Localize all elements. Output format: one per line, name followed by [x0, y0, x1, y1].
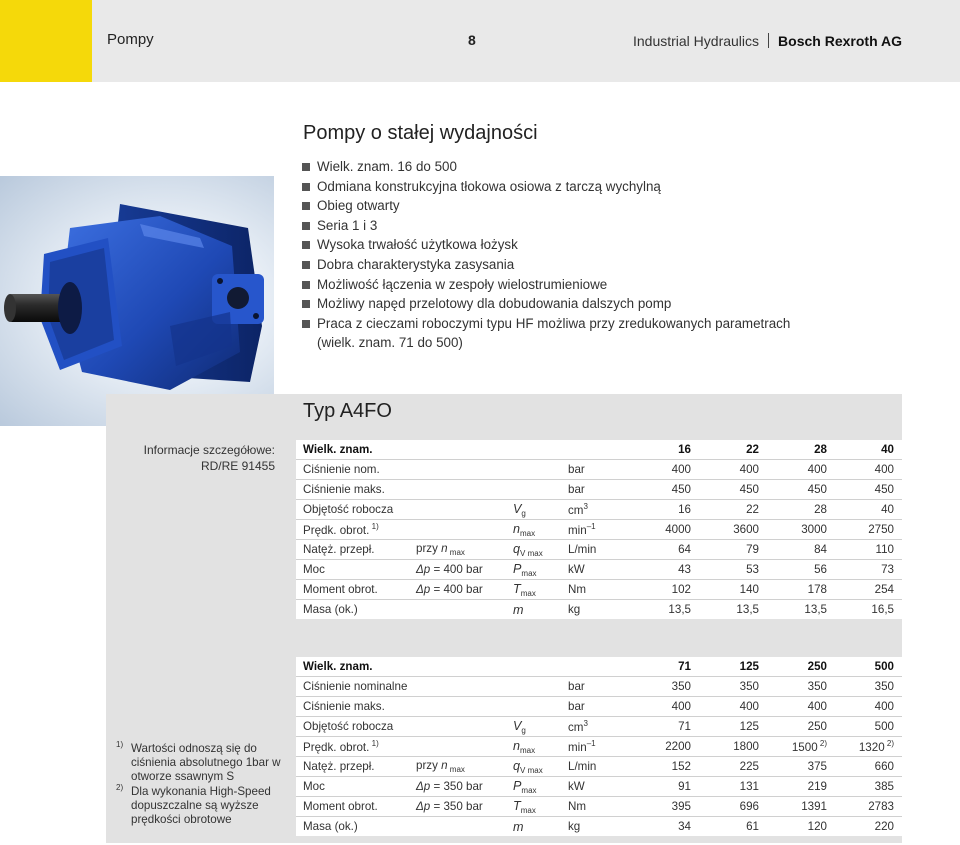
- param-cell: Moc: [296, 560, 409, 580]
- param-cell: Wielk. znam.: [303, 660, 373, 673]
- value-cell: 350: [699, 677, 767, 697]
- footnote-mark: 1): [369, 522, 379, 531]
- value-cell: 400: [835, 460, 902, 480]
- symbol-cell: [506, 480, 561, 500]
- value-cell: 152: [619, 757, 699, 777]
- publisher-name: Industrial Hydraulics: [632, 33, 760, 49]
- symbol-cell: [506, 657, 561, 677]
- info-label: Informacje szczegółowe:: [143, 443, 275, 457]
- value-cell: 64: [619, 540, 699, 560]
- unit-exponent: –1: [586, 522, 596, 531]
- bullet-square-icon: [302, 202, 310, 210]
- unit-exponent: –1: [586, 739, 596, 748]
- value-cell: 84: [767, 540, 835, 560]
- param-cell: Masa (ok.): [296, 600, 409, 620]
- symbol-cell: [506, 697, 561, 717]
- param-cell: Ciśnienie nominalne: [296, 677, 409, 697]
- symbol-cell: $q_{V max}$: [506, 540, 561, 560]
- condition-symbol: Δp: [416, 583, 434, 596]
- value-cell: 110: [835, 540, 902, 560]
- table-row: [296, 717, 902, 737]
- unit-cell: kg: [561, 600, 619, 620]
- param-cell: Prędk. obrot. $^{1)}$: [296, 737, 409, 757]
- param-cell: Natęż. przepł.: [296, 540, 409, 560]
- footnote-mark: 1): [116, 740, 124, 749]
- symbol-subscript: max: [520, 588, 536, 598]
- feature-item: [301, 314, 921, 334]
- unit-cell: bar: [561, 460, 619, 480]
- feature-text: (wielk. znam. 71 do 500): [317, 335, 463, 351]
- symbol-cell: $n_{max}$: [506, 520, 561, 540]
- symbol-cell: [506, 677, 561, 697]
- bullet-square-icon: [302, 300, 310, 308]
- unit-cell: bar: [561, 480, 619, 500]
- condition-symbol: Δp: [416, 563, 434, 576]
- value-cell: 400: [767, 460, 835, 480]
- value-cell: 13,5: [699, 600, 767, 620]
- value-cell: 1800: [699, 737, 767, 757]
- unit-cell: $cm^3$: [561, 500, 619, 520]
- bullet-square-icon: [302, 261, 310, 269]
- condition-cell: Δp = 350 bar: [409, 797, 506, 817]
- feature-item: [301, 177, 921, 197]
- bullet-square-icon: [302, 183, 310, 191]
- header-divider: [768, 33, 769, 48]
- company-name: Bosch Rexroth AG: [778, 33, 902, 49]
- value-cell: 400: [835, 697, 902, 717]
- info-reference: [120, 442, 275, 474]
- feature-text: Możliwy napęd przelotowy dla dobudowania dalszych pomp: [317, 296, 672, 312]
- condition-symbol: n: [441, 542, 448, 555]
- unit-cell: kW: [561, 777, 619, 797]
- table-row: [296, 520, 902, 540]
- symbol-subscript: max: [521, 785, 537, 795]
- value-cell: 71: [678, 660, 691, 673]
- publisher-line: [633, 33, 902, 49]
- value-cell: 450: [619, 480, 699, 500]
- symbol-subscript: g: [521, 508, 526, 518]
- condition-cell: [409, 717, 506, 737]
- value-cell: 1500 $^{2)}$: [767, 737, 835, 757]
- param-cell: Moment obrot.: [296, 580, 409, 600]
- value-cell: 1391: [767, 797, 835, 817]
- unit-cell: bar: [561, 697, 619, 717]
- value-cell: 40: [835, 500, 902, 520]
- symbol-cell: $T_{max}$: [506, 797, 561, 817]
- condition-symbol: n: [441, 759, 448, 772]
- condition-subscript: max: [447, 548, 465, 557]
- symbol-cell: $T_{max}$: [506, 580, 561, 600]
- symbol-cell: $V_g$: [506, 717, 561, 737]
- unit-cell: Nm: [561, 580, 619, 600]
- unit-cell: L/min: [561, 540, 619, 560]
- value-cell: 375: [767, 757, 835, 777]
- condition-cell: Δp = 400 bar: [409, 580, 506, 600]
- value-cell: 13,5: [619, 600, 699, 620]
- param-cell: Ciśnienie nom.: [296, 460, 409, 480]
- value-cell: 400: [699, 697, 767, 717]
- table-row: [296, 480, 902, 500]
- type-label: Typ A4FO: [303, 400, 392, 422]
- value-cell: 220: [835, 817, 902, 837]
- value-cell: 16: [678, 443, 691, 456]
- value-cell: 385: [835, 777, 902, 797]
- feature-item: [301, 235, 921, 255]
- table-row: [296, 757, 902, 777]
- value-cell: 28: [767, 500, 835, 520]
- condition-cell: przy n $_{max}$: [409, 540, 506, 560]
- unit-cell: kW: [561, 560, 619, 580]
- value-cell: 120: [767, 817, 835, 837]
- table-row: [296, 817, 902, 837]
- condition-cell: [409, 460, 506, 480]
- symbol-cell: $n_{max}$: [506, 737, 561, 757]
- spec-table-sizes-16-40: [296, 440, 902, 619]
- condition-symbol: Δp: [416, 800, 434, 813]
- param-cell: Natęż. przepł.: [296, 757, 409, 777]
- value-cell: 400: [619, 697, 699, 717]
- value-cell: 61: [699, 817, 767, 837]
- feature-text: Obieg otwarty: [317, 198, 400, 214]
- table-row: [296, 560, 902, 580]
- value-cell: 450: [767, 480, 835, 500]
- value-cell: 3600: [699, 520, 767, 540]
- footnote: [116, 782, 286, 828]
- value-cell: 350: [767, 677, 835, 697]
- param-cell: Objętość robocza: [296, 500, 409, 520]
- feature-item: [301, 196, 921, 216]
- footnotes: [116, 742, 286, 827]
- value-cell: 350: [619, 677, 699, 697]
- value-cell: 395: [619, 797, 699, 817]
- value-cell: 73: [835, 560, 902, 580]
- param-cell: Moment obrot.: [296, 797, 409, 817]
- table-row: [296, 500, 902, 520]
- value-cell: 125: [699, 717, 767, 737]
- value-cell: 34: [619, 817, 699, 837]
- value-cell: 140: [699, 580, 767, 600]
- symbol-cell: [506, 460, 561, 480]
- value-cell: 1320 $^{2)}$: [835, 737, 902, 757]
- value-cell: 102: [619, 580, 699, 600]
- value-cell: 79: [699, 540, 767, 560]
- condition-cell: [409, 440, 506, 460]
- value-cell: 250: [807, 660, 827, 673]
- spec-table-sizes-71-500: [296, 657, 902, 836]
- condition-cell: [409, 677, 506, 697]
- feature-item: [301, 157, 921, 177]
- unit-cell: $\min^{-1}$: [561, 737, 619, 757]
- page-header: [0, 0, 960, 82]
- footnote-mark: 2): [116, 782, 124, 792]
- feature-item: [301, 275, 921, 295]
- value-cell: 696: [699, 797, 767, 817]
- symbol-cell: [506, 440, 561, 460]
- symbol-cell: m: [506, 817, 561, 837]
- value-cell: 43: [619, 560, 699, 580]
- value-cell: 13,5: [767, 600, 835, 620]
- value-cell: 131: [699, 777, 767, 797]
- table-row: [296, 580, 902, 600]
- condition-cell: Δp = 350 bar: [409, 777, 506, 797]
- table-row: [296, 540, 902, 560]
- unit-cell: $cm^3$: [561, 717, 619, 737]
- symbol-subscript: g: [521, 725, 526, 735]
- pump-photo: [0, 176, 274, 426]
- bullet-square-icon: [302, 241, 310, 249]
- unit-cell: kg: [561, 817, 619, 837]
- value-cell: 3000: [767, 520, 835, 540]
- bullet-square-icon: [302, 163, 310, 171]
- param-cell: Prędk. obrot. $^{1)}$: [296, 520, 409, 540]
- footnote-mark: 2): [884, 739, 894, 748]
- type-header-band: [106, 394, 902, 438]
- symbol-subscript: max: [520, 528, 536, 538]
- condition-cell: przy n $_{max}$: [409, 757, 506, 777]
- unit-cell: Nm: [561, 797, 619, 817]
- feature-item: [301, 255, 921, 275]
- value-cell: 450: [699, 480, 767, 500]
- symbol-cell: $q_{V max}$: [506, 757, 561, 777]
- axial-piston-pump-illustration: [0, 176, 274, 426]
- yellow-accent-block: [0, 0, 92, 82]
- footnote-text: Wartości odnoszą się do ciśnienia absolutnego 1bar w otworze ssawnym S: [131, 742, 281, 784]
- value-cell: 2783: [835, 797, 902, 817]
- value-cell: 2200: [619, 737, 699, 757]
- info-ref-code: RD/RE 91455: [200, 459, 275, 473]
- value-cell: 225: [699, 757, 767, 777]
- value-cell: 219: [767, 777, 835, 797]
- condition-cell: [409, 737, 506, 757]
- feature-item: [301, 216, 921, 236]
- symbol-subscript: max: [520, 745, 536, 755]
- feature-text: Dobra charakterystyka zasysania: [317, 256, 515, 272]
- symbol-subscript: V max: [520, 548, 543, 558]
- value-cell: 16: [619, 500, 699, 520]
- feature-list: [301, 157, 921, 353]
- symbol-subscript: V max: [520, 765, 543, 775]
- footnote: [116, 742, 286, 785]
- unit-cell: [561, 440, 619, 460]
- unit-cell: [561, 657, 619, 677]
- value-cell: 22: [699, 500, 767, 520]
- value-cell: 400: [767, 697, 835, 717]
- condition-cell: Δp = 400 bar: [409, 560, 506, 580]
- table-row: [296, 460, 902, 480]
- table-header-row: [296, 657, 902, 677]
- value-cell: 400: [699, 460, 767, 480]
- section-title: Pompy: [107, 31, 154, 48]
- symbol-cell: $P_{max}$: [506, 560, 561, 580]
- param-cell: Ciśnienie maks.: [296, 480, 409, 500]
- bullet-square-icon: [302, 222, 310, 230]
- value-cell: 28: [814, 443, 827, 456]
- condition-cell: [409, 480, 506, 500]
- value-cell: 53: [699, 560, 767, 580]
- value-cell: 2750: [835, 520, 902, 540]
- feature-item: [301, 294, 921, 314]
- feature-item: [301, 333, 921, 353]
- page-title: Pompy o stałej wydajności: [303, 122, 538, 144]
- value-cell: 500: [874, 660, 894, 673]
- value-cell: 178: [767, 580, 835, 600]
- table-header-row: [296, 440, 902, 460]
- condition-cell: [409, 520, 506, 540]
- feature-text: Możliwość łączenia w zespoły wielostrumieniowe: [317, 276, 608, 292]
- condition-cell: [409, 500, 506, 520]
- feature-text: Wielk. znam. 16 do 500: [317, 159, 457, 174]
- value-cell: 250: [767, 717, 835, 737]
- value-cell: 400: [619, 460, 699, 480]
- symbol-cell: m: [506, 600, 561, 620]
- param-cell: Objętość robocza: [296, 717, 409, 737]
- footnote-text: Dla wykonania High-Speed dopuszczalne są wyższe prędkości obrotowe: [131, 784, 271, 827]
- value-cell: 40: [881, 443, 894, 456]
- value-cell: 56: [767, 560, 835, 580]
- condition-cell: [409, 817, 506, 837]
- feature-text: Seria 1 i 3: [317, 217, 378, 233]
- footnote-mark: 1): [369, 739, 379, 748]
- value-cell: 350: [835, 677, 902, 697]
- symbol-subscript: max: [521, 568, 537, 578]
- param-cell: Wielk. znam.: [303, 443, 373, 456]
- footnote-mark: 2): [817, 739, 827, 748]
- page-number: 8: [468, 32, 476, 48]
- value-cell: 91: [619, 777, 699, 797]
- condition-cell: [409, 657, 506, 677]
- unit-exponent: 3: [583, 719, 588, 728]
- value-cell: 22: [746, 443, 759, 456]
- table-row: [296, 600, 902, 620]
- table-row: [296, 697, 902, 717]
- param-cell: Ciśnienie maks.: [296, 697, 409, 717]
- symbol-cell: $P_{max}$: [506, 777, 561, 797]
- param-cell: Masa (ok.): [296, 817, 409, 837]
- symbol-subscript: max: [520, 805, 536, 815]
- condition-subscript: max: [447, 765, 465, 774]
- feature-text: Odmiana konstrukcyjna tłokowa osiowa z tarczą wychylną: [317, 178, 661, 194]
- feature-text: Wysoka trwałość użytkowa łożysk: [317, 237, 518, 253]
- bullet-square-icon: [302, 320, 310, 328]
- feature-text: Praca z cieczami roboczymi typu HF możliwa przy zredukowanych parametrach: [317, 315, 791, 331]
- value-cell: 125: [739, 660, 759, 673]
- value-cell: 16,5: [835, 600, 902, 620]
- unit-cell: L/min: [561, 757, 619, 777]
- value-cell: 500: [835, 717, 902, 737]
- bullet-square-icon: [302, 281, 310, 289]
- value-cell: 450: [835, 480, 902, 500]
- unit-cell: bar: [561, 677, 619, 697]
- table-row: [296, 737, 902, 757]
- table-row: [296, 777, 902, 797]
- param-cell: Moc: [296, 777, 409, 797]
- table-row: [296, 797, 902, 817]
- condition-cell: [409, 600, 506, 620]
- value-cell: 71: [619, 717, 699, 737]
- value-cell: 254: [835, 580, 902, 600]
- symbol-cell: $V_g$: [506, 500, 561, 520]
- condition-cell: [409, 697, 506, 717]
- value-cell: 4000: [619, 520, 699, 540]
- value-cell: 660: [835, 757, 902, 777]
- unit-cell: $\min^{-1}$: [561, 520, 619, 540]
- condition-symbol: Δp: [416, 780, 434, 793]
- table-row: [296, 677, 902, 697]
- unit-exponent: 3: [583, 502, 588, 511]
